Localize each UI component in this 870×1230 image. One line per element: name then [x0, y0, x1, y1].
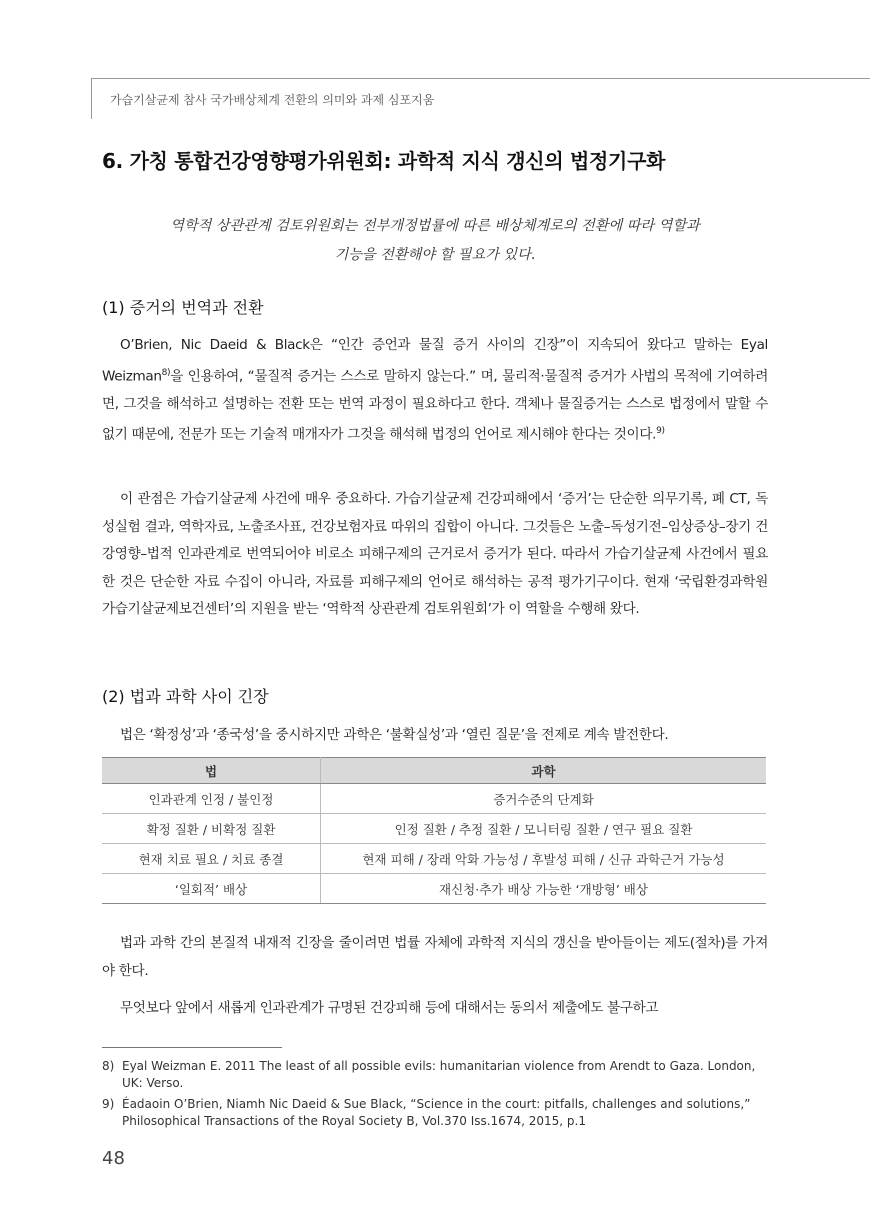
table-row [102, 784, 766, 814]
footnote-number: 9) [102, 1097, 115, 1111]
footnote-text: Eyal Weizman E. 2011 The least of all possible evils: humanitarian violence from Arendt to Gaza. London, UK: Verso. [122, 1059, 756, 1090]
table-cell-science: 인정 질환 / 추정 질환 / 모니터링 질환 / 연구 필요 질환 [321, 814, 767, 844]
page-number: 48 [102, 1148, 125, 1169]
footnote-number: 8) [102, 1059, 115, 1073]
paragraph: 이 관점은 가습기살균제 사건에 매우 중요하다. 가습기살균제 건강피해에서 ‘증거’는 단순한 의무기록, 폐 CT, 독성실험 결과, 역학자료, 노출조사표, 건강보험자료 따위의 집합이 아니다. 그것들은 노출–독성기전–임상증상–장기 건강영향–법적 인과관계로 번역되어야 비로소 피해구제의 근거로서 증거가 된다. 따라서 가습기살균제 사건에서 필요한 것은 단순한 자료 수집이 아니라, 자료를 피해구제의 언어로 해석하는 공적 평가기구이다. 현재 ‘국립환경과학원 가습기살균제보건센터’의 지원을 받는 ‘역학적 상관관계 검토위원회’가 이 역할을 수행해 왔다. [102, 491, 768, 617]
table-header-law: 법 [102, 758, 321, 784]
summary-line: 역학적 상관관계 검토위원회는 전부개정법률에 따른 배상체계로의 전환에 따라 역할과 [170, 218, 700, 234]
footnote-ref[interactable]: 9) [656, 426, 665, 437]
paragraph: 법과 과학 간의 본질적 내재적 긴장을 줄이려면 법률 자체에 과학적 지식의 갱신을 받아들이는 제도(절차)를 가져야 한다. [102, 935, 768, 979]
footnotes [102, 1058, 768, 1134]
paragraph [102, 332, 768, 449]
table-row [102, 874, 766, 904]
footnote [102, 1058, 768, 1092]
subsection-heading-evidence: (1) 증거의 번역과 전환 [102, 298, 264, 317]
footnote [102, 1096, 768, 1130]
summary-line: 기능을 전환해야 할 필요가 있다. [334, 247, 536, 263]
table-row [102, 814, 766, 844]
subsection-heading-law-science: (2) 법과 과학 사이 긴장 [102, 687, 269, 706]
table-cell-law: 확정 질환 / 비확정 질환 [102, 814, 321, 844]
table-cell-law: 현재 치료 필요 / 치료 종결 [102, 844, 321, 874]
footnote-divider [102, 1047, 282, 1048]
table-header-row [102, 758, 766, 784]
table-cell-science: 재신청·추가 배상 가능한 ‘개방형’ 배상 [321, 874, 767, 904]
paragraph-text: 을 인용하여, “물질적 증거는 스스로 말하지 않는다.” 며, 물리적·물질적 증거가 사법의 목적에 기여하려면, 그것을 해석하고 설명하는 전환 또는 번역 과정이 필요하다고 한다. 객체나 물질증거는 스스로 법정에서 말할 수 없기 때문에, 전문가 또는 기술적 매개자가 그것을 해석해 법정의 언어로 제시해야 한다는 것이다. [102, 368, 768, 443]
footnote-text: Éadaoin O’Brien, Niamh Nic Daeid & Sue Black, “Science in the court: pitfalls, challenges and solutions,” Philosophical Transactions of the Royal Society B, Vol.370 Iss.1674, 2015, p.1 [122, 1097, 751, 1128]
paragraph-text: O’Brien, Nic Daeid & Black은 “인간 증언과 물질 증거 사이의 긴장”이 지속되어 왔다고 말하는 Eyal Weizman [102, 337, 768, 385]
paragraph: 무엇보다 앞에서 새롭게 인과관계가 규명된 건강피해 등에 대해서는 동의서 제출에도 불구하고 [120, 1000, 659, 1016]
paragraph: 법은 ‘확정성’과 ‘종국성’을 중시하지만 과학은 ‘불확실성’과 ‘열린 질문’을 전제로 계속 발전한다. [120, 727, 669, 743]
table-header-science: 과학 [321, 758, 767, 784]
running-header [91, 78, 870, 119]
section-summary [100, 212, 770, 270]
table-cell-law: 인과관계 인정 / 불인정 [102, 784, 321, 814]
running-header-title: 가습기살균제 참사 국가배상체계 전환의 의미와 과제 심포지움 [110, 93, 435, 107]
table-cell-law: ‘일회적’ 배상 [102, 874, 321, 904]
footnote-ref[interactable]: 8) [161, 367, 171, 378]
table-row [102, 844, 766, 874]
law-science-table [102, 757, 766, 904]
table-cell-science: 증거수준의 단계화 [321, 784, 767, 814]
section-title: 6. 가칭 통합건강영향평가위원회: 과학적 지식 갱신의 법정기구화 [102, 149, 666, 173]
table-cell-science: 현재 피해 / 장래 악화 가능성 / 후발성 피해 / 신규 과학근거 가능성 [321, 844, 767, 874]
